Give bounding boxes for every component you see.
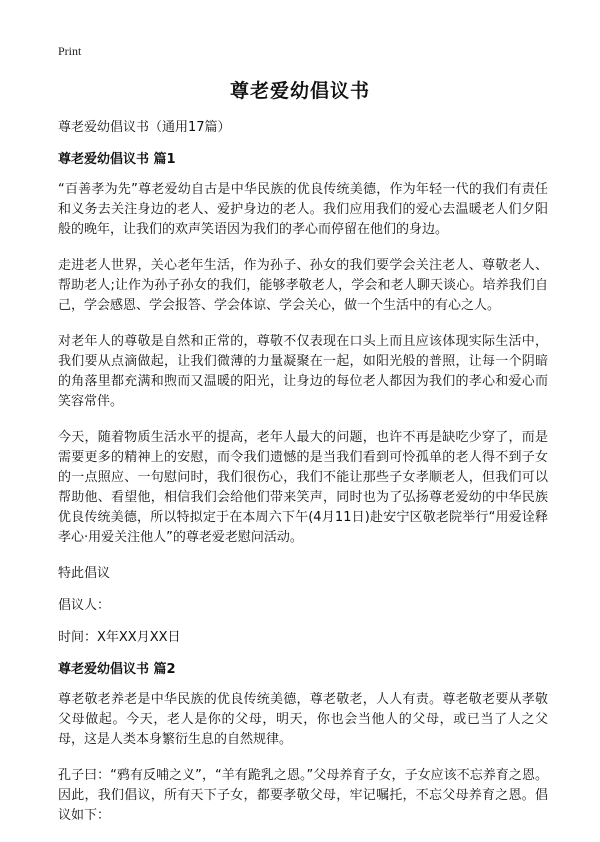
document-subtitle: 尊老爱幼倡议书（通用17篇） bbox=[58, 120, 231, 135]
print-label: Print bbox=[58, 44, 82, 58]
document-body bbox=[58, 118, 548, 842]
paragraph: 尊老敬老养老是中华民族的优良传统美德，尊老敬老，人人有责。尊老敬老要从孝敬父母做起。今天，老人是你的父母，明天，你也会当他人的父母，或已当了人之父母，这是人类本身繁衍生息的自然规律。 bbox=[58, 692, 548, 747]
section-heading-1: 尊老爱幼倡议书 篇1 bbox=[58, 152, 176, 167]
time-line: 时间：X年XX月XX日 bbox=[58, 630, 181, 645]
section-heading-2: 尊老爱幼倡议书 篇2 bbox=[58, 662, 176, 677]
paragraph: 今天，随着物质生活水平的提高，老年人最大的问题，也许不再是缺吃少穿了，而是需要更多的精神上的安慰，而令我们遗憾的是当我们看到可怜孤单的老人得不到子女的一点照应、一句慰问时，我们很伤心，我们不能让那些子女孝顺老人，但我们可以帮助他、看望他，相信我们会给他们带来笑声，同时也为了弘扬尊老爱幼的中华民族优良传统美德，所以特拟定于在本周六下午(4月11日)赴安宁区敬老院举行“用爱诠释孝心·用爱关注他人”的尊老爱老慰问活动。 bbox=[58, 430, 548, 545]
document-title: 尊老爱幼倡议书 bbox=[229, 80, 370, 102]
closing-line: 特此倡议 bbox=[58, 566, 111, 581]
paragraph: “百善孝为先”尊老爱幼自古是中华民族的优良传统美德，作为年轻一代的我们有责任和义务去关注身边的老人、爱护身边的老人。我们应用我们的爱心去温暖老人们夕阳般的晚年，让我们的欢声笑语因为我们的孝心而停留在他们的身边。 bbox=[58, 182, 548, 237]
paragraph: 对老年人的尊敬是自然和正常的，尊敬不仅表现在口头上而且应该体现实际生活中，我们要从点滴做起，让我们微薄的力量凝聚在一起，如阳光般的普照，让每一个阴暗的角落里都充满和煦而又温暖的阳光，让身边的每位老人都因为我们的孝心和爱心而笑容常伴。 bbox=[58, 334, 548, 409]
initiator-line: 倡议人： bbox=[58, 598, 111, 613]
paragraph: 孔子曰：“鸦有反哺之义”，“羊有跪乳之恩。”父母养育子女，子女应该不忘养育之恩。因此，我们倡议，所有天下子女，都要孝敬父母，牢记嘱托，不忘父母养育之恩。倡议如下： bbox=[58, 768, 548, 823]
paragraph: 走进老人世界，关心老年生活，作为孙子、孙女的我们要学会关注老人、尊敬老人、帮助老人;让作为孙子孙女的我们，能够孝敬老人，学会和老人聊天谈心。培养我们自己，学会感恩、学会报答、学会体谅、学会关心，做一个生活中的有心之人。 bbox=[58, 258, 548, 313]
